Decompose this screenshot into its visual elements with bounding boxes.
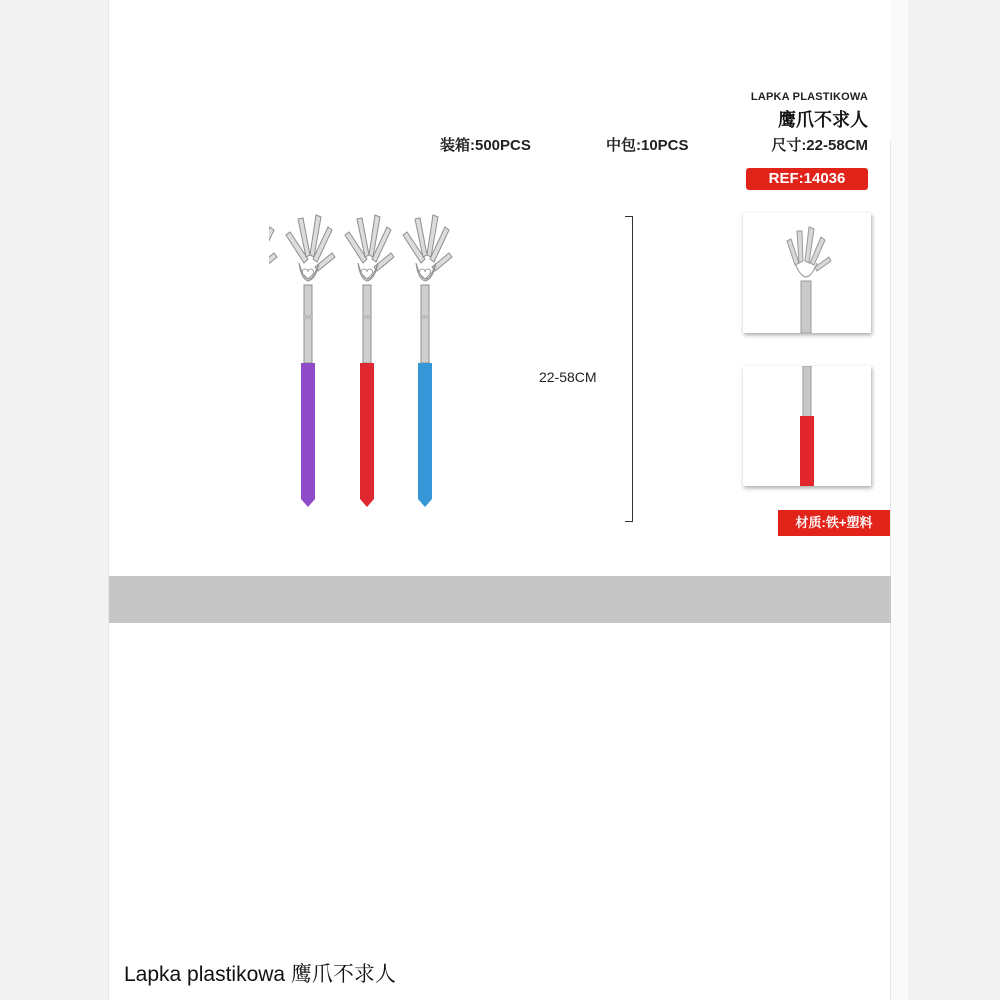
- size-label: 22-58CM: [539, 369, 597, 385]
- product-caption[interactable]: Lapka plastikowa 鹰爪不求人: [124, 963, 396, 986]
- product-image-top: [109, 0, 892, 140]
- product-image-back-scratchers: [269, 205, 539, 525]
- back-scratcher-2: [286, 215, 335, 507]
- spec-size: 尺寸:22-58CM: [771, 137, 868, 154]
- spec-inner-qty: 中包:10PCS: [606, 137, 689, 154]
- spec-box-qty: 装箱:500PCS: [440, 137, 531, 154]
- thumbnail-handle[interactable]: [743, 366, 871, 486]
- back-scratcher-1: [269, 215, 277, 507]
- back-scratcher-4: [403, 215, 452, 507]
- claw-detail-icon: [743, 213, 871, 333]
- back-scratcher-3: [345, 215, 394, 507]
- product-subtitle: LAPKA PLASTIKOWA: [750, 91, 868, 103]
- divider-band: [109, 576, 892, 623]
- right-gutter: [891, 0, 908, 1000]
- product-card: [108, 0, 891, 1000]
- handle-detail-icon: [743, 366, 871, 486]
- ref-badge: REF:14036: [746, 168, 868, 190]
- product-title: 鹰爪不求人: [778, 110, 868, 130]
- size-bracket: [625, 216, 633, 522]
- thumbnail-claw[interactable]: [743, 213, 871, 333]
- material-badge: 材质:铁+塑料: [778, 510, 890, 536]
